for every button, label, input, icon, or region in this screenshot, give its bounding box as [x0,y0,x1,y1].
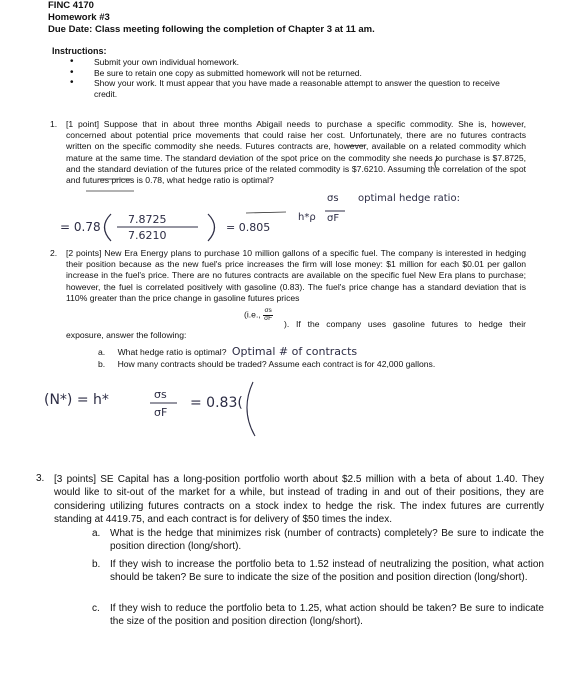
q2-text-1: [2 points] New Era Energy plans to purchase 10 million gallons of a specific fuel. The company is interested in hedging their position because as the new fuel's price increases the firm will lose money: $1 million for each $0.01 per gallon increase in the fuel's price. There are no futures contracts are available on the specific fuel New Era plans to purchase; however, the fuel is correlated positively with gasoline (0.83). The fuel's price change has a standard deviation that is 110% greater than the price change in gasoline futures prices [66,248,526,303]
q3-sub-c-text: If they wish to reduce the portfolio beta to 1.25, what action should be taken? Be sure to indicate the size of the position and position direction (long/short). [110,603,544,628]
q3-sub-a [92,527,544,554]
q2-sub-b-text: How many contracts should be traded? Assume each contract is for 42,000 gallons. [117,359,436,369]
q1-number: 1. [50,119,58,129]
q3-number: 3. [36,473,45,484]
q1-hand-eq-den: 7.6210 [128,229,167,242]
q2-sub-a-hand: Optimal # of contracts [231,345,358,358]
q3-sub-a-label: a. [92,528,101,539]
q2-ie-den: σF [264,314,273,322]
q1-text: [1 point] Suppose that in about three months Abigail needs to purchase a specific commodity. She is, however, concerned about potential price movements that could raise her cost. Unfortunately, there are no futures contracts written on the specific commodity she needs. Futures contracts are, however, available on a related commodity which mature at the same time. The standard deviation of the spot price on the commodity she needs to purchase is $7.8725, and the standard deviation of the futures price of the related commodity is $7.6210. Assuming the correlation of the spot and futures prices is 0.78, what hedge ratio is optimal? [66,119,526,186]
q3-sub-c [92,602,544,629]
instruction-item: • Be sure to retain one copy as submitted homework will not be returned. [70,68,520,79]
q2-ie-num: σs [264,307,272,314]
homework-title: Homework #3 [48,12,110,23]
course-code: FINC 4170 [48,0,94,11]
q2-sub-a-text: What hedge ratio is optimal? [117,347,227,357]
q2-ie-label: (i.e., [244,309,261,320]
q2-hand-num: σs [154,388,167,401]
q2-number: 2. [50,248,58,258]
q1-hand-eq-num: 7.8725 [128,213,167,226]
q2-sub-b-label: b. [98,359,106,369]
q2-hand-lhs: (N*) = h* [44,392,109,408]
q3-sub-b [92,558,544,585]
instruction-item: • Show your work. It must appear that you have made a reasonable attempt to answer the question to receive credit. [70,78,520,99]
q1-hand-eq-left: = 0.78 [60,220,101,234]
q1-hand-h: h*ρ [298,212,316,223]
q1-hand-optimal: optimal hedge ratio: [358,193,460,204]
instruction-item: • Submit your own individual homework. [70,57,520,68]
due-date: Due Date: Class meeting following the completion of Chapter 3 at 11 am. [48,24,375,35]
q2-hand-rhs: = 0.83( [190,395,243,411]
q3-text: [3 points] SE Capital has a long-position portfolio worth about $2.5 million with a beta of about 1.40. They would like to sit-out of the market for a while, but instead of trading in and out of their positions, they are considering utilizing futures contracts on a stock index to hedge the risk. The index futures are currently standing at 4419.75, and each contract is for delivery of $50 times the index. [54,474,544,526]
q2-hand-den: σF [154,406,168,419]
q2-sub-a-label: a. [98,347,106,357]
q1-hand-eq-result: = 0.805 [226,221,271,234]
q1-hand-sigma-s: σs [327,193,339,204]
q3-sub-a-text: What is the hedge that minimizes risk (number of contracts) completely? Be sure to indicate the position direction (long/short). [110,528,544,553]
instructions-title: Instructions: [52,46,107,56]
q1-hand-sigma-f: σF [327,213,340,224]
q3-sub-c-label: c. [92,603,100,614]
q3-sub-b-text: If they wish to increase the portfolio beta to 1.52 instead of neutralizing the position, what action should be taken? Be sure to indicate the size of the position and position direction (long/short). [110,559,544,584]
q3-sub-b-label: b. [92,559,101,570]
q2-text-2: ). If the company uses gasoline futures to hedge their exposure, answer the following: [66,319,526,341]
